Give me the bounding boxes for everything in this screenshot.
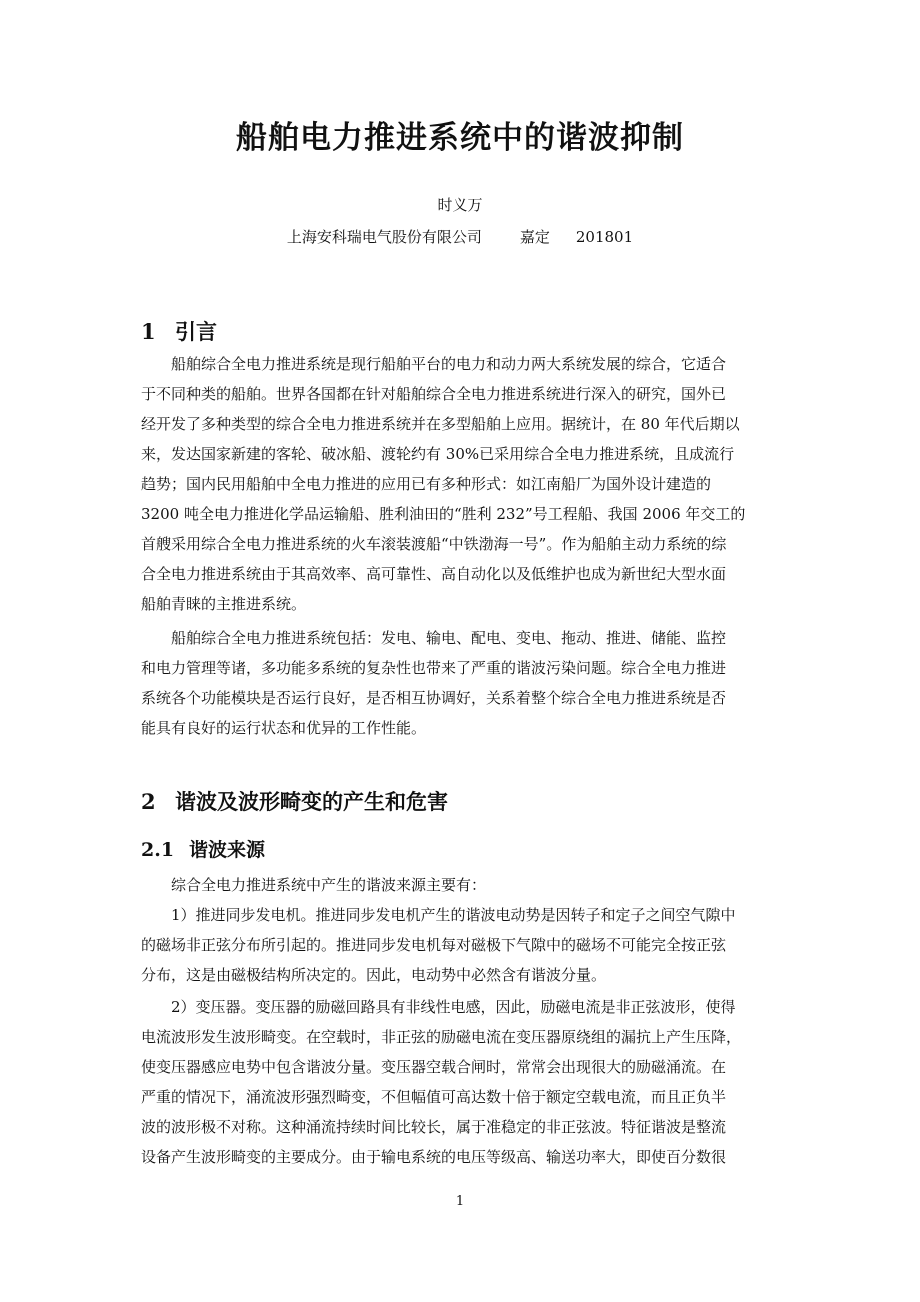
- subsection-number: 2.1: [141, 839, 175, 861]
- text-line: 严重的情况下，涌流波形强烈畸变，不但幅值可高达数十倍于额定空载电流，而且正负半: [141, 1088, 727, 1106]
- section-title: 引言: [175, 320, 217, 344]
- paragraph-intro-1: [141, 349, 781, 619]
- text-line: 能具有良好的运行状态和优异的工作性能。: [141, 719, 427, 737]
- text-line: 于不同种类的船舶。世界各国都在针对船舶综合全电力推进系统进行深入的研究，国外已: [141, 385, 727, 403]
- text-line: 来，发达国家新建的客轮、破冰船、渡轮约有 30%已采用综合全电力推进系统，且成流行: [141, 445, 735, 463]
- text-line: 首艘采用综合全电力推进系统的火车滚装渡船“中铁渤海一号”。作为船舶主动力系统的综: [141, 535, 727, 553]
- paragraph-harmonic-sources: [141, 870, 781, 900]
- paragraph-generator: [141, 900, 781, 990]
- section-number: 1: [141, 319, 156, 344]
- text-line: 的磁场非正弦分布所引起的。推进同步发电机每对磁极下气隙中的磁场不可能完全按正弦: [141, 936, 727, 954]
- text-line: 电流波形发生波形畸变。在空载时，非正弦的励磁电流在变压器原绕组的漏抗上产生压降，: [141, 1028, 742, 1046]
- text-line: 设备产生波形畸变的主要成分。由于输电系统的电压等级高、输送功率大，即使百分数很: [141, 1148, 727, 1166]
- text-line: 趋势；国内民用船舶中全电力推进的应用已有多种形式：如江南船厂为国外设计建造的: [141, 475, 712, 493]
- text-line: 合全电力推进系统由于其高效率、高可靠性、高自动化以及低维护也成为新世纪大型水面: [141, 565, 727, 583]
- section-title: 谐波及波形畸变的产生和危害: [175, 790, 448, 814]
- text-line: 综合全电力推进系统中产生的谐波来源主要有：: [171, 876, 487, 894]
- text-line: 分布，这是由磁极结构所决定的。因此，电动势中必然含有谐波分量。: [141, 966, 607, 984]
- text-line: 船舶综合全电力推进系统是现行船舶平台的电力和动力两大系统发展的综合，它适合: [171, 355, 727, 373]
- text-line: 波的波形极不对称。这种涌流持续时间比较长，属于准稳定的非正弦波。特征谐波是整流: [141, 1118, 727, 1136]
- text-line: 船舶青睐的主推进系统。: [141, 595, 307, 613]
- section-heading-2: [141, 786, 448, 816]
- text-line: 1）推进同步发电机。推进同步发电机产生的谐波电动势是因转子和定子之间空气隙中: [171, 906, 736, 924]
- text-line: 和电力管理等诸，多功能多系统的复杂性也带来了严重的谐波污染问题。综合全电力推进: [141, 659, 727, 677]
- text-line: 经开发了多种类型的综合全电力推进系统并在多型船舶上应用。据统计，在 80 年代后期以: [141, 415, 740, 433]
- paragraph-intro-2: [141, 623, 781, 743]
- page-number: 1: [455, 1194, 465, 1209]
- section-number: 2: [141, 789, 156, 814]
- text-line: 2）变压器。变压器的励磁回路具有非线性电感，因此，励磁电流是非正弦波形，使得: [171, 998, 736, 1016]
- affiliation-city: 嘉定: [519, 228, 550, 246]
- affiliation-postcode: 201801: [575, 228, 634, 246]
- subsection-title: 谐波来源: [189, 839, 266, 861]
- paragraph-transformer: [141, 992, 781, 1172]
- subsection-heading-2-1: [141, 835, 265, 862]
- paper-title: 船舶电力推进系统中的谐波抑制: [236, 120, 684, 156]
- affiliation-org: 上海安科瑞电气股份有限公司: [286, 228, 482, 246]
- text-line: 船舶综合全电力推进系统包括：发电、输电、配电、变电、拖动、推进、储能、监控: [171, 629, 727, 647]
- text-line: 3200 吨全电力推进化学品运输船、胜利油田的“胜利 232”号工程船、我国 2006 年交工的: [141, 505, 746, 523]
- author-name: 时义万: [437, 196, 483, 214]
- author-affiliation: [0, 226, 920, 247]
- section-heading-1: [141, 316, 217, 346]
- text-line: 使变压器感应电势中包含谐波分量。变压器空载合闸时，常常会出现很大的励磁涌流。在: [141, 1058, 727, 1076]
- text-line: 系统各个功能模块是否运行良好，是否相互协调好，关系着整个综合全电力推进系统是否: [141, 689, 727, 707]
